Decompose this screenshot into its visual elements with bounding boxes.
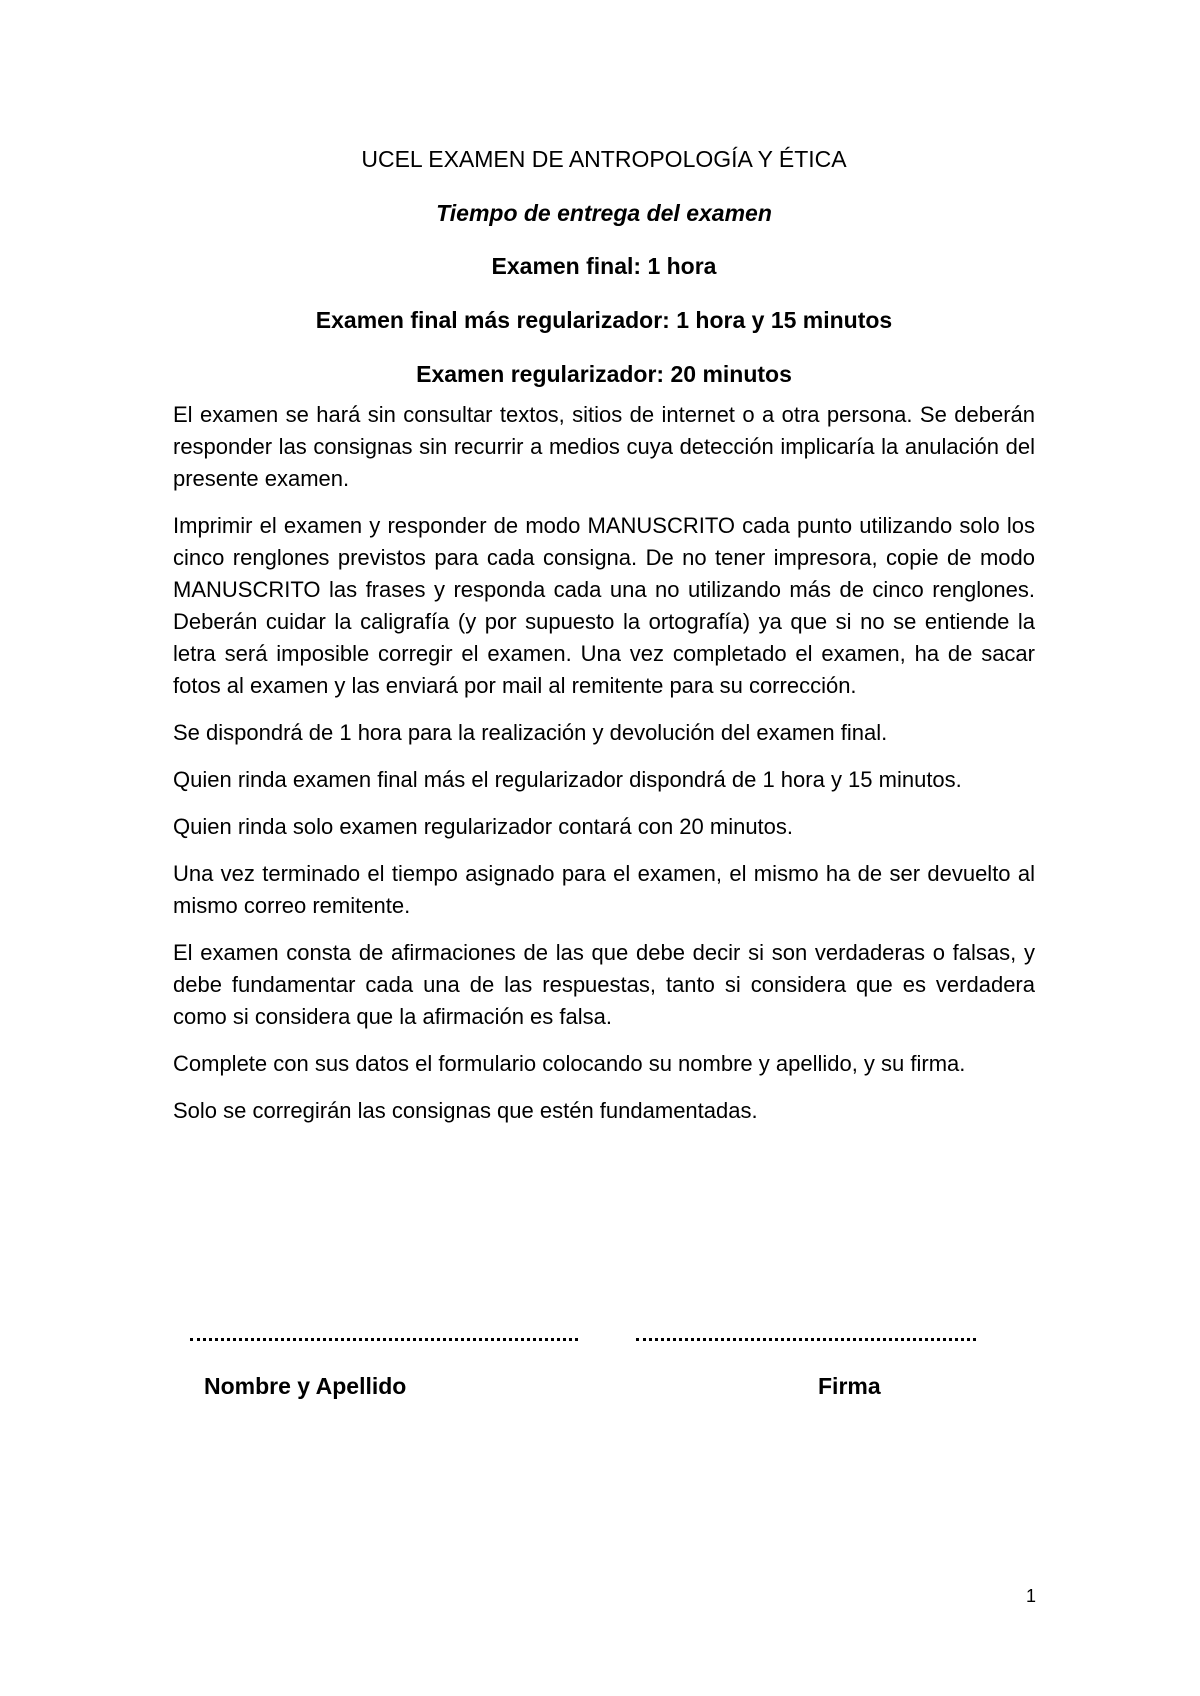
document-title: UCEL EXAMEN DE ANTROPOLOGÍA Y ÉTICA	[361, 146, 847, 172]
document-body	[173, 143, 1035, 1142]
duration-regularizador: Examen regularizador: 20 minutos	[416, 361, 792, 387]
duration-final: Examen final: 1 hora	[491, 253, 717, 279]
page-number: 1	[1026, 1586, 1037, 1606]
paragraph-final-time: Se dispondrá de 1 hora para la realización y devolución del examen final.	[173, 720, 888, 745]
paragraph-form: Complete con sus datos el formulario colocando su nombre y apellido, y su firma.	[173, 1051, 966, 1076]
paragraph-instructions: Imprimir el examen y responder de modo MANUSCRITO cada punto utilizando solo los cinco renglones previstos para cada consigna. De no tener impresora, copie de modo MANUSCRITO las frases y responda cada una no utilizando más de cinco renglones. Deberán cuidar la caligrafía (y por supuesto la ortografía) ya que si no se entiende la letra será imposible corregir el examen. Una vez completado el examen, ha de sacar fotos al examen y las enviará por mail al remitente para su corrección.	[173, 513, 1035, 698]
name-label: Nombre y Apellido	[204, 1373, 407, 1399]
paragraph-rules: El examen se hará sin consultar textos, sitios de internet o a otra persona. Se deberán responder las consignas sin recurrir a medios cuya detección implicaría la anulación del presente examen.	[173, 402, 1035, 491]
signature-area	[190, 1318, 990, 1428]
paragraph-final-plus-time: Quien rinda examen final más el regularizador dispondrá de 1 hora y 15 minutos.	[173, 767, 962, 792]
paragraph-grading: Solo se corregirán las consignas que estén fundamentadas.	[173, 1098, 758, 1123]
paragraph-return: Una vez terminado el tiempo asignado para el examen, el mismo ha de ser devuelto al mismo correo remitente.	[173, 861, 1035, 918]
firma-signature-line	[636, 1318, 976, 1341]
paragraph-regularizador-time: Quien rinda solo examen regularizador contará con 20 minutos.	[173, 814, 794, 839]
name-signature-line	[190, 1318, 578, 1341]
duration-final-plus-regularizador: Examen final más regularizador: 1 hora y 15 minutos	[315, 307, 893, 333]
paragraph-statements: El examen consta de afirmaciones de las que debe decir si son verdaderas o falsas, y debe fundamentar cada una de las respuestas, tanto si considera que es verdadera como si considera que la afirmación es falsa.	[173, 940, 1035, 1029]
firma-label: Firma	[818, 1373, 881, 1399]
delivery-time-subtitle: Tiempo de entrega del examen	[436, 200, 772, 226]
